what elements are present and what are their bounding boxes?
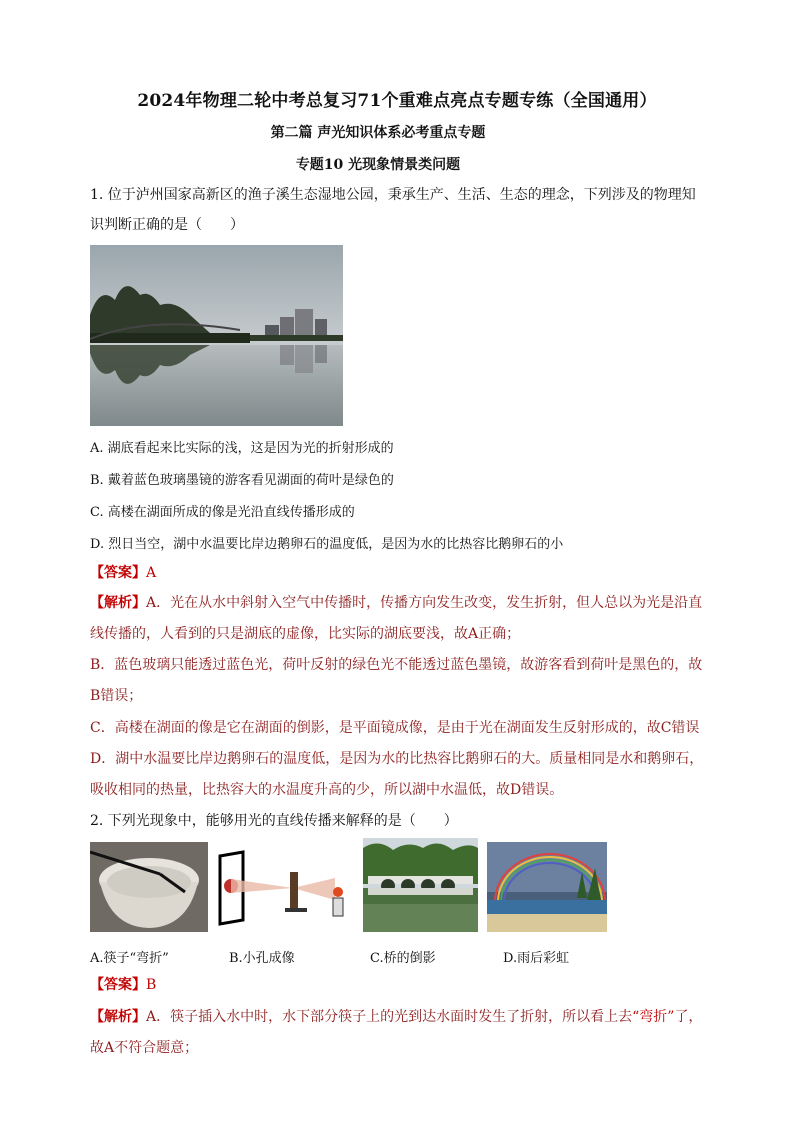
q1-stem-line2: 识判断正确的是（ ） xyxy=(90,217,244,233)
q1-analysis-line1: 【解析】A．光在从水中斜射入空气中传播时，传播方向发生改变，发生折射，但人总以为光是沿直 xyxy=(90,595,703,611)
q1-option-a: A. 湖底看起来比实际的浅，这是因为光的折射形成的 xyxy=(90,441,394,456)
q1-analysis-line5: C．高楼在湖面的像是它在湖面的倒影，是平面镜成像，是由于光在湖面发生反射形成的，故C错误 xyxy=(90,720,700,736)
analysis-label: 【解析】 xyxy=(90,1009,146,1025)
q2-analysis-line1: 【解析】A．筷子插入水中时，水下部分筷子上的光到达水面时发生了折射，所以看上去“弯折”了， xyxy=(90,1009,703,1025)
answer-value: B xyxy=(146,977,157,993)
q1-analysis-line4: B错误； xyxy=(90,688,143,704)
q1-analysis-line3: B．蓝色玻璃只能透过蓝色光，荷叶反射的绿色光不能透过蓝色墨镜，故游客看到荷叶是黑色的，故 xyxy=(90,657,703,673)
answer-label: 【答案】 xyxy=(90,977,146,993)
q2-stem: 2. 下列光现象中，能够用光的直线传播来解释的是（ ） xyxy=(90,813,458,829)
bridge-reflection-photo xyxy=(363,838,478,932)
q2-analysis-line2: 故A不符合题意； xyxy=(90,1040,199,1056)
q2-caption-a: A.筷子“弯折” xyxy=(90,951,169,966)
q1-option-c: C. 高楼在湖面所成的像是光沿直线传播形成的 xyxy=(90,505,355,520)
chopsticks-bowl-photo xyxy=(90,842,208,932)
q2-caption-c: C.桥的倒影 xyxy=(370,951,436,966)
q2-caption-d: D.雨后彩虹 xyxy=(503,951,570,966)
analysis-label: 【解析】 xyxy=(90,595,146,611)
q1-analysis-line7: 吸收相同的热量，比热容大的水温度升高的少，所以湖中水温低，故D错误。 xyxy=(90,782,564,798)
q1-analysis-line2: 线传播的，人看到的只是湖底的虚像，比实际的湖底要浅，故A正确； xyxy=(90,626,521,642)
q1-stem-line1: 1. 位于泸州国家高新区的渔子溪生态湿地公园，秉承生产、生活、生态的理念，下列涉及的物理知 xyxy=(90,187,696,203)
q1-option-b: B. 戴着蓝色玻璃墨镜的游客看见湖面的荷叶是绿色的 xyxy=(90,473,394,488)
lake-park-photo xyxy=(90,245,343,426)
document-title: 2024年物理二轮中考总复习71个重难点亮点专题专练（全国通用） xyxy=(137,91,657,111)
pinhole-diagram xyxy=(215,848,355,930)
answer-label: 【答案】 xyxy=(90,565,146,581)
q1-answer xyxy=(90,558,705,588)
q2-answer xyxy=(90,970,705,1000)
q1-option-d: D. 烈日当空，湖中水温要比岸边鹅卵石的温度低，是因为水的比热容比鹅卵石的小 xyxy=(90,537,564,552)
q1-analysis-line6: D．湖中水温要比岸边鹅卵石的温度低，是因为水的比热容比鹅卵石的大。质量相同是水和鹅卵石， xyxy=(90,751,704,767)
section-title: 第二篇 声光知识体系必考重点专题 xyxy=(270,125,486,141)
q2-caption-b: B.小孔成像 xyxy=(229,951,295,966)
topic-title: 专题10 光现象情景类问题 xyxy=(295,157,461,173)
rainbow-photo xyxy=(487,842,607,932)
answer-value: A xyxy=(146,565,157,581)
